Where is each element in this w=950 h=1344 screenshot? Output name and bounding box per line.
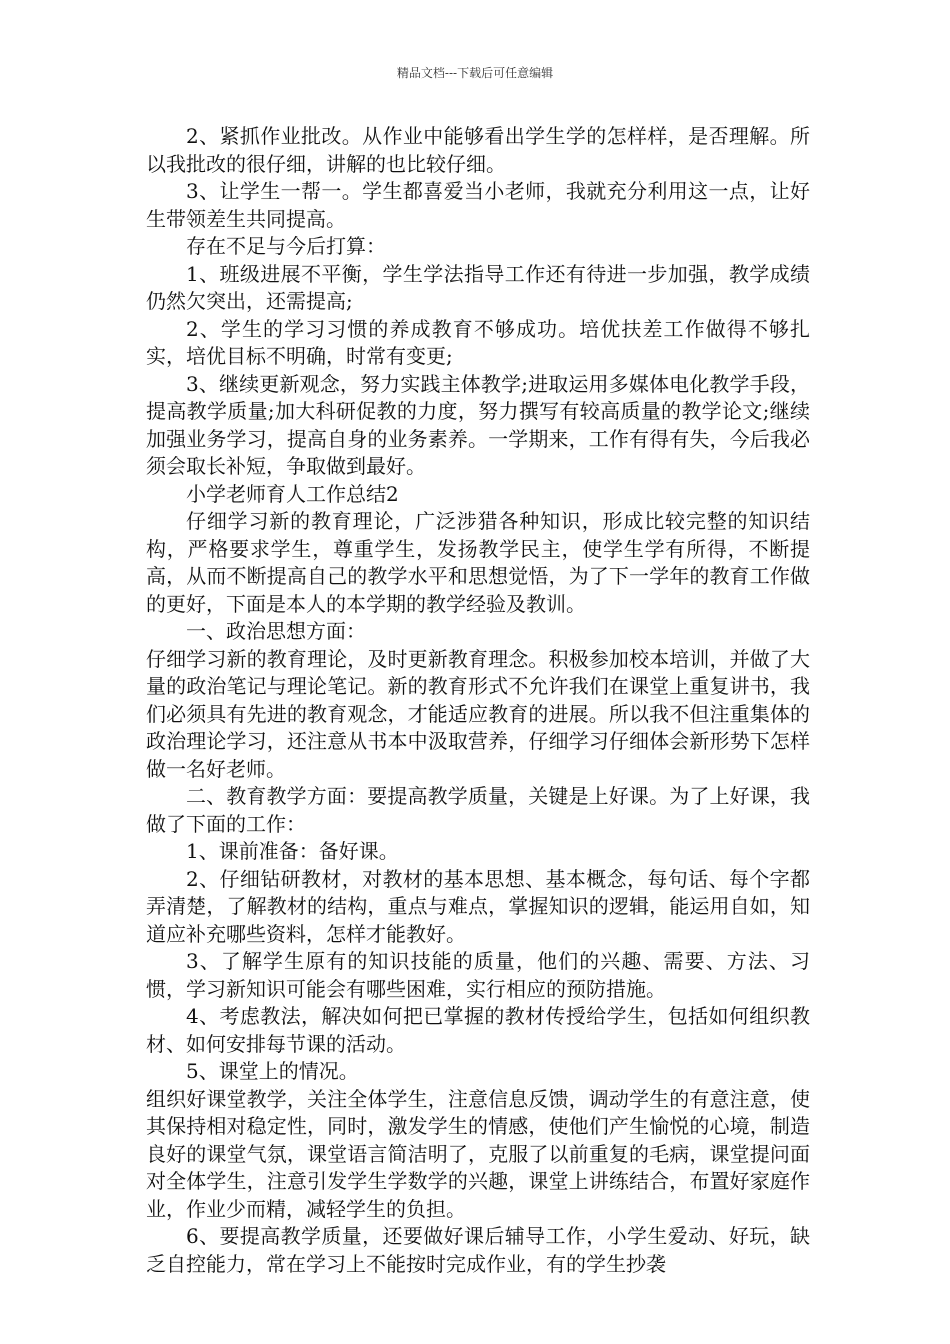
paragraph: 1、班级进展不平衡，学生学法指导工作还有待进一步加强，教学成绩仍然欠突出，还需提高;	[146, 261, 810, 313]
section-title: 小学老师育人工作总结2	[186, 481, 399, 506]
paragraph: 3、让学生一帮一。学生都喜爱当小老师，我就充分利用这一点，让好生带领差生共同提高。	[146, 179, 810, 231]
section-heading: 存在不足与今后打算：	[186, 234, 386, 258]
list-item: 2、仔细钻研教材，对教材的基本思想、基本概念，每句话、每个字都弄清楚，了解教材的结构，重点与难点，掌握知识的逻辑，能运用自如，知道应补充哪些资料，怎样才能教好。	[146, 866, 810, 946]
paragraph: 2、学生的学习习惯的养成教育不够成功。培优扶差工作做得不够扎实，培优目标不明确，时常有变更;	[146, 316, 810, 368]
section-heading: 一、政治思想方面：	[186, 619, 366, 643]
document-body	[146, 123, 810, 1278]
paragraph: 仔细学习新的教育理论，及时更新教育理念。积极参加校本培训，并做了大量的政治笔记与理论笔记。新的教育形式不允许我们在课堂上重复讲书，我们必须具有先进的教育观念，才能适应教育的进展。所以我不但注重集体的政治理论学习，还注意从书本中汲取营养，仔细学习仔细体会新形势下怎样做一名好老师。	[146, 646, 810, 781]
list-item: 6、要提高教学质量，还要做好课后辅导工作，小学生爱动、好玩，缺乏自控能力，常在学习上不能按时完成作业，有的学生抄袭	[146, 1224, 810, 1276]
paragraph: 组织好课堂教学，关注全体学生，注意信息反馈，调动学生的有意注意，使其保持相对稳定性，同时，激发学生的情感，使他们产生愉悦的心境，制造良好的课堂气氛，课堂语言简洁明了，克服了以前重复的毛病，课堂提问面对全体学生，注意引发学生学数学的兴趣，课堂上讲练结合，布置好家庭作业，作业少而精，减轻学生的负担。	[146, 1086, 810, 1221]
list-item: 1、课前准备：备好课。	[186, 839, 399, 863]
page-header: 精品文档---下载后可任意编辑	[396, 66, 554, 80]
list-item: 3、了解学生原有的知识技能的质量，他们的兴趣、需要、方法、习惯，学习新知识可能会有哪些困难，实行相应的预防措施。	[146, 949, 810, 1001]
paragraph: 2、紧抓作业批改。从作业中能够看出学生学的怎样样，是否理解。所以我批改的很仔细，讲解的也比较仔细。	[146, 124, 810, 176]
list-item: 4、考虑教法，解决如何把已掌握的教材传授给学生，包括如何组织教材、如何安排每节课的活动。	[146, 1004, 810, 1056]
list-item: 5、课堂上的情况。	[186, 1059, 359, 1083]
section-heading: 二、教育教学方面：要提高教学质量，关键是上好课。为了上好课，我做了下面的工作：	[146, 784, 810, 836]
paragraph: 仔细学习新的教育理论，广泛涉猎各种知识，形成比较完整的知识结构，严格要求学生，尊重学生，发扬教学民主，使学生学有所得，不断提高，从而不断提高自己的教学水平和思想觉悟，为了下一学年的教育工作做的更好，下面是本人的本学期的教学经验及教训。	[146, 509, 810, 616]
paragraph: 3、继续更新观念，努力实践主体教学;进取运用多媒体电化教学手段，提高教学质量;加大科研促教的力度，努力撰写有较高质量的教学论文;继续加强业务学习，提高自身的业务素养。一学期来，工作有得有失，今后我必须会取长补短，争取做到最好。	[146, 371, 810, 478]
